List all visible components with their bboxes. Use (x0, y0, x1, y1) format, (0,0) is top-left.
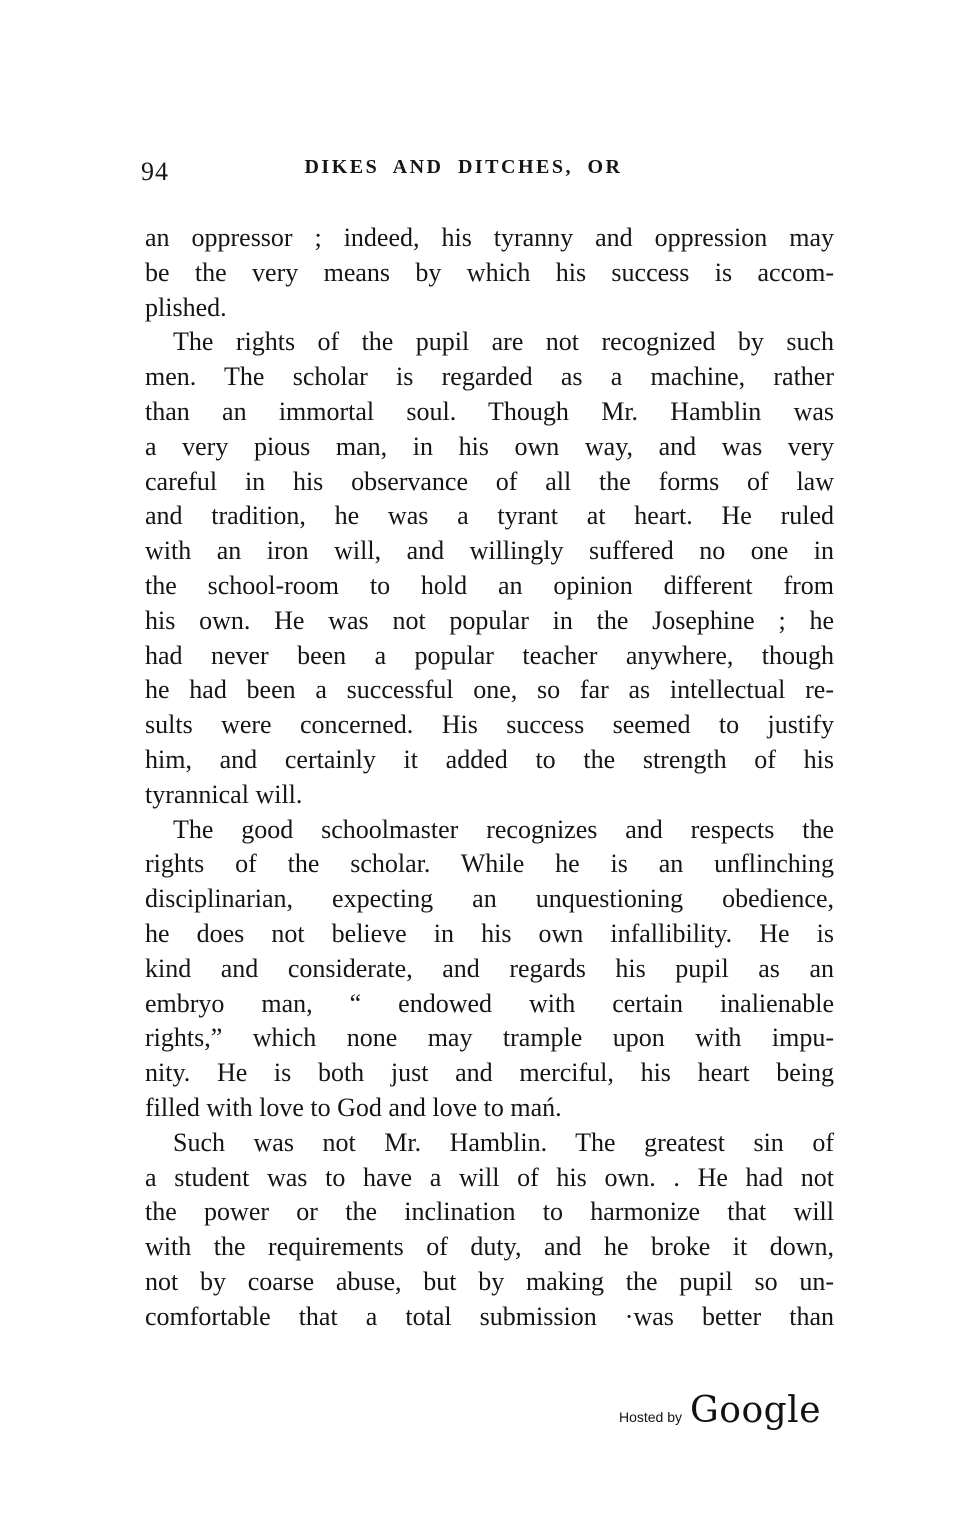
page-body-text (145, 221, 834, 1335)
text-line: be the very means by which his success is accom- (145, 257, 834, 287)
text-line: tyrannical will. (145, 779, 303, 809)
text-line: rights,” which none may trample upon with impu- (145, 1023, 834, 1053)
page-header (141, 156, 834, 188)
text-line: a very pious man, in his own way, and was very (145, 431, 834, 461)
text-line: him, and certainly it added to the strength of his (145, 744, 834, 774)
text-line: filled with love to God and love to mań. (145, 1092, 562, 1122)
text-line: with an iron will, and willingly suffered no one in (145, 536, 834, 566)
text-line: disciplinarian, expecting an unquestioning obedience, (145, 884, 834, 914)
text-line: plished. (145, 292, 227, 322)
text-line: the school-room to hold an opinion different from (145, 570, 834, 600)
text-line: kind and considerate, and regards his pupil as an (145, 953, 834, 983)
text-line: comfortable that a total submission ·was better than (145, 1301, 834, 1331)
text-line: his own. He was not popular in the Josephine ; he (145, 605, 834, 635)
text-line: than an immortal soul. Though Mr. Hamblin was (145, 396, 834, 426)
text-line: a student was to have a will of his own. . He had not (145, 1162, 834, 1192)
page-number: 94 (141, 157, 169, 186)
text-line: the power or the inclination to harmonize that will (145, 1197, 834, 1227)
text-line: careful in his observance of all the forms of law (145, 466, 834, 496)
text-line: not by coarse abuse, but by making the pupil so un- (145, 1266, 834, 1296)
text-line: nity. He is both just and merciful, his heart being (145, 1058, 834, 1088)
text-line: he had been a successful one, so far as intellectual re- (145, 675, 834, 705)
text-line: The rights of the pupil are not recognized by such (173, 327, 834, 357)
text-line: men. The scholar is regarded as a machine, rather (145, 362, 834, 392)
text-line: rights of the scholar. While he is an unflinching (145, 849, 834, 879)
text-line: The good schoolmaster recognizes and respects the (173, 814, 834, 844)
text-line: had never been a popular teacher anywhere, though (145, 640, 834, 670)
scan-watermark (0, 1390, 821, 1431)
hosted-by-label: Hosted by (618, 1409, 683, 1425)
text-line: and tradition, he was a tyrant at heart. He ruled (145, 501, 834, 531)
text-line: sults were concerned. His success seemed to justify (145, 710, 834, 740)
text-line: he does not believe in his own infallibility. He is (145, 918, 834, 948)
google-logo: Google (690, 1390, 821, 1431)
text-line: an oppressor ; indeed, his tyranny and oppression may (145, 223, 834, 252)
text-line: Such was not Mr. Hamblin. The greatest sin of (173, 1127, 834, 1157)
text-line: embryo man, “ endowed with certain inalienable (145, 988, 834, 1018)
running-header-title: DIKES AND DITCHES, OR (304, 156, 623, 178)
text-line: with the requirements of duty, and he broke it down, (145, 1232, 834, 1262)
